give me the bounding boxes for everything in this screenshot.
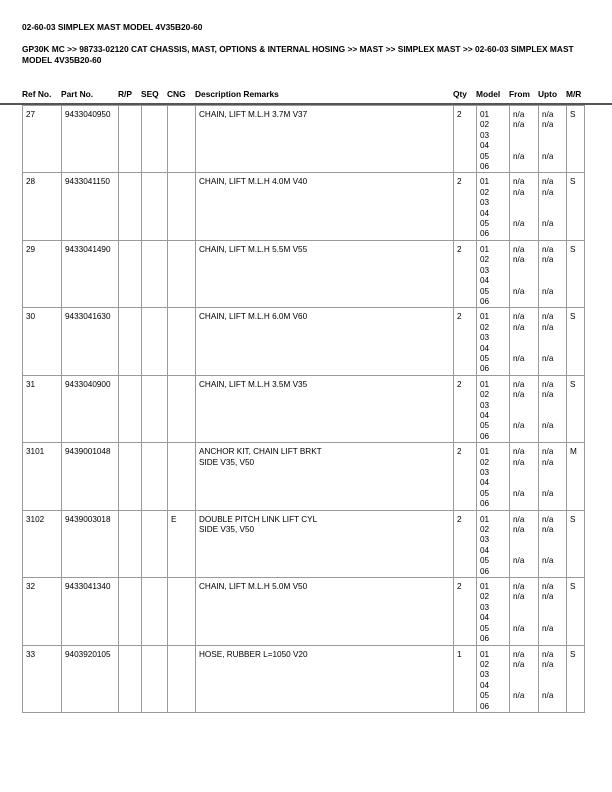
seq-cell — [142, 173, 168, 240]
model-cell: 01 02 03 04 05 06 — [477, 645, 510, 712]
from-cell: n/a n/a n/a — [510, 375, 539, 442]
seq-cell — [142, 240, 168, 307]
rp-cell — [119, 645, 142, 712]
cng-cell — [168, 240, 196, 307]
part-no-cell: 9433040900 — [62, 375, 119, 442]
header-cng: CNG — [167, 89, 186, 99]
ref-no-cell: 3101 — [23, 443, 62, 510]
header-from: From — [509, 89, 530, 99]
seq-cell — [142, 443, 168, 510]
model-cell: 01 02 03 04 05 06 — [477, 308, 510, 375]
header-part-no: Part No. — [61, 89, 94, 99]
rp-cell — [119, 106, 142, 173]
upto-cell: n/a n/a n/a — [539, 645, 567, 712]
qty-cell: 2 — [454, 106, 477, 173]
qty-cell: 2 — [454, 443, 477, 510]
rp-cell — [119, 443, 142, 510]
table-row — [23, 240, 585, 307]
seq-cell — [142, 510, 168, 577]
upto-cell: n/a n/a n/a — [539, 106, 567, 173]
table-row — [23, 578, 585, 645]
mr-cell: S — [567, 510, 585, 577]
part-no-cell: 9433041630 — [62, 308, 119, 375]
ref-no-cell: 33 — [23, 645, 62, 712]
qty-cell: 2 — [454, 240, 477, 307]
from-cell: n/a n/a n/a — [510, 443, 539, 510]
header-qty: Qty — [453, 89, 467, 99]
upto-cell: n/a n/a n/a — [539, 173, 567, 240]
qty-cell: 2 — [454, 308, 477, 375]
rp-cell — [119, 375, 142, 442]
rp-cell — [119, 510, 142, 577]
mr-cell: S — [567, 375, 585, 442]
ref-no-cell: 28 — [23, 173, 62, 240]
description-cell: DOUBLE PITCH LINK LIFT CYL SIDE V35, V50 — [196, 510, 454, 577]
mr-cell: S — [567, 173, 585, 240]
description-cell: CHAIN, LIFT M.L.H 6.0M V60 — [196, 308, 454, 375]
seq-cell — [142, 106, 168, 173]
description-cell: CHAIN, LIFT M.L.H 4.0M V40 — [196, 173, 454, 240]
seq-cell — [142, 578, 168, 645]
table-row — [23, 375, 585, 442]
qty-cell: 2 — [454, 578, 477, 645]
upto-cell: n/a n/a n/a — [539, 578, 567, 645]
cng-cell: E — [168, 510, 196, 577]
ref-no-cell: 3102 — [23, 510, 62, 577]
qty-cell: 1 — [454, 645, 477, 712]
header-upto: Upto — [538, 89, 558, 99]
mr-cell: M — [567, 443, 585, 510]
ref-no-cell: 29 — [23, 240, 62, 307]
from-cell: n/a n/a n/a — [510, 240, 539, 307]
rp-cell — [119, 308, 142, 375]
breadcrumb: GP30K MC >> 98733-02120 CAT CHASSIS, MAST, OPTIONS & INTERNAL HOSING >> MAST >> SIMPLEX MAST >> 02-60-03 SIMPLEX MAST MODEL 4V35B20-60 — [22, 44, 574, 65]
ref-no-cell: 27 — [23, 106, 62, 173]
description-cell: CHAIN, LIFT M.L.H 5.0M V50 — [196, 578, 454, 645]
header-model: Model — [476, 89, 501, 99]
cng-cell — [168, 173, 196, 240]
table-row — [23, 106, 585, 173]
part-no-cell: 9433041490 — [62, 240, 119, 307]
seq-cell — [142, 645, 168, 712]
qty-cell: 2 — [454, 375, 477, 442]
mr-cell: S — [567, 308, 585, 375]
from-cell: n/a n/a n/a — [510, 308, 539, 375]
upto-cell: n/a n/a n/a — [539, 443, 567, 510]
part-no-cell: 9433041150 — [62, 173, 119, 240]
header-ref-no: Ref No. — [22, 89, 52, 99]
rp-cell — [119, 173, 142, 240]
rp-cell — [119, 240, 142, 307]
ref-no-cell: 31 — [23, 375, 62, 442]
seq-cell — [142, 308, 168, 375]
mr-cell: S — [567, 645, 585, 712]
header-description: Description Remarks — [195, 89, 279, 99]
mr-cell: S — [567, 240, 585, 307]
description-cell: CHAIN, LIFT M.L.H 5.5M V55 — [196, 240, 454, 307]
part-no-cell: 9403920105 — [62, 645, 119, 712]
part-no-cell: 9433040950 — [62, 106, 119, 173]
upto-cell: n/a n/a n/a — [539, 308, 567, 375]
table-row — [23, 308, 585, 375]
table-row — [23, 645, 585, 712]
qty-cell: 2 — [454, 510, 477, 577]
cng-cell — [168, 443, 196, 510]
from-cell: n/a n/a n/a — [510, 578, 539, 645]
ref-no-cell: 30 — [23, 308, 62, 375]
seq-cell — [142, 375, 168, 442]
from-cell: n/a n/a n/a — [510, 645, 539, 712]
table-header — [0, 89, 612, 101]
from-cell: n/a n/a n/a — [510, 173, 539, 240]
cng-cell — [168, 106, 196, 173]
qty-cell: 2 — [454, 173, 477, 240]
mr-cell: S — [567, 578, 585, 645]
header-rp: R/P — [118, 89, 132, 99]
model-cell: 01 02 03 04 05 06 — [477, 173, 510, 240]
cng-cell — [168, 645, 196, 712]
model-cell: 01 02 03 04 05 06 — [477, 443, 510, 510]
model-cell: 01 02 03 04 05 06 — [477, 578, 510, 645]
table-row — [23, 443, 585, 510]
cng-cell — [168, 375, 196, 442]
part-no-cell: 9433041340 — [62, 578, 119, 645]
upto-cell: n/a n/a n/a — [539, 240, 567, 307]
upto-cell: n/a n/a n/a — [539, 510, 567, 577]
description-cell: CHAIN, LIFT M.L.H 3.5M V35 — [196, 375, 454, 442]
description-cell: CHAIN, LIFT M.L.H 3.7M V37 — [196, 106, 454, 173]
ref-no-cell: 32 — [23, 578, 62, 645]
header-mr: M/R — [566, 89, 582, 99]
from-cell: n/a n/a n/a — [510, 510, 539, 577]
table-row — [23, 173, 585, 240]
model-cell: 01 02 03 04 05 06 — [477, 375, 510, 442]
from-cell: n/a n/a n/a — [510, 106, 539, 173]
model-cell: 01 02 03 04 05 06 — [477, 106, 510, 173]
cng-cell — [168, 308, 196, 375]
upto-cell: n/a n/a n/a — [539, 375, 567, 442]
header-seq: SEQ — [141, 89, 159, 99]
page-title: 02-60-03 SIMPLEX MAST MODEL 4V35B20-60 — [22, 22, 203, 32]
part-no-cell: 9439001048 — [62, 443, 119, 510]
rp-cell — [119, 578, 142, 645]
description-cell: HOSE, RUBBER L=1050 V20 — [196, 645, 454, 712]
model-cell: 01 02 03 04 05 06 — [477, 510, 510, 577]
cng-cell — [168, 578, 196, 645]
mr-cell: S — [567, 106, 585, 173]
description-cell: ANCHOR KIT, CHAIN LIFT BRKT SIDE V35, V50 — [196, 443, 454, 510]
table-row — [23, 510, 585, 577]
parts-table — [22, 105, 585, 713]
model-cell: 01 02 03 04 05 06 — [477, 240, 510, 307]
part-no-cell: 9439003018 — [62, 510, 119, 577]
